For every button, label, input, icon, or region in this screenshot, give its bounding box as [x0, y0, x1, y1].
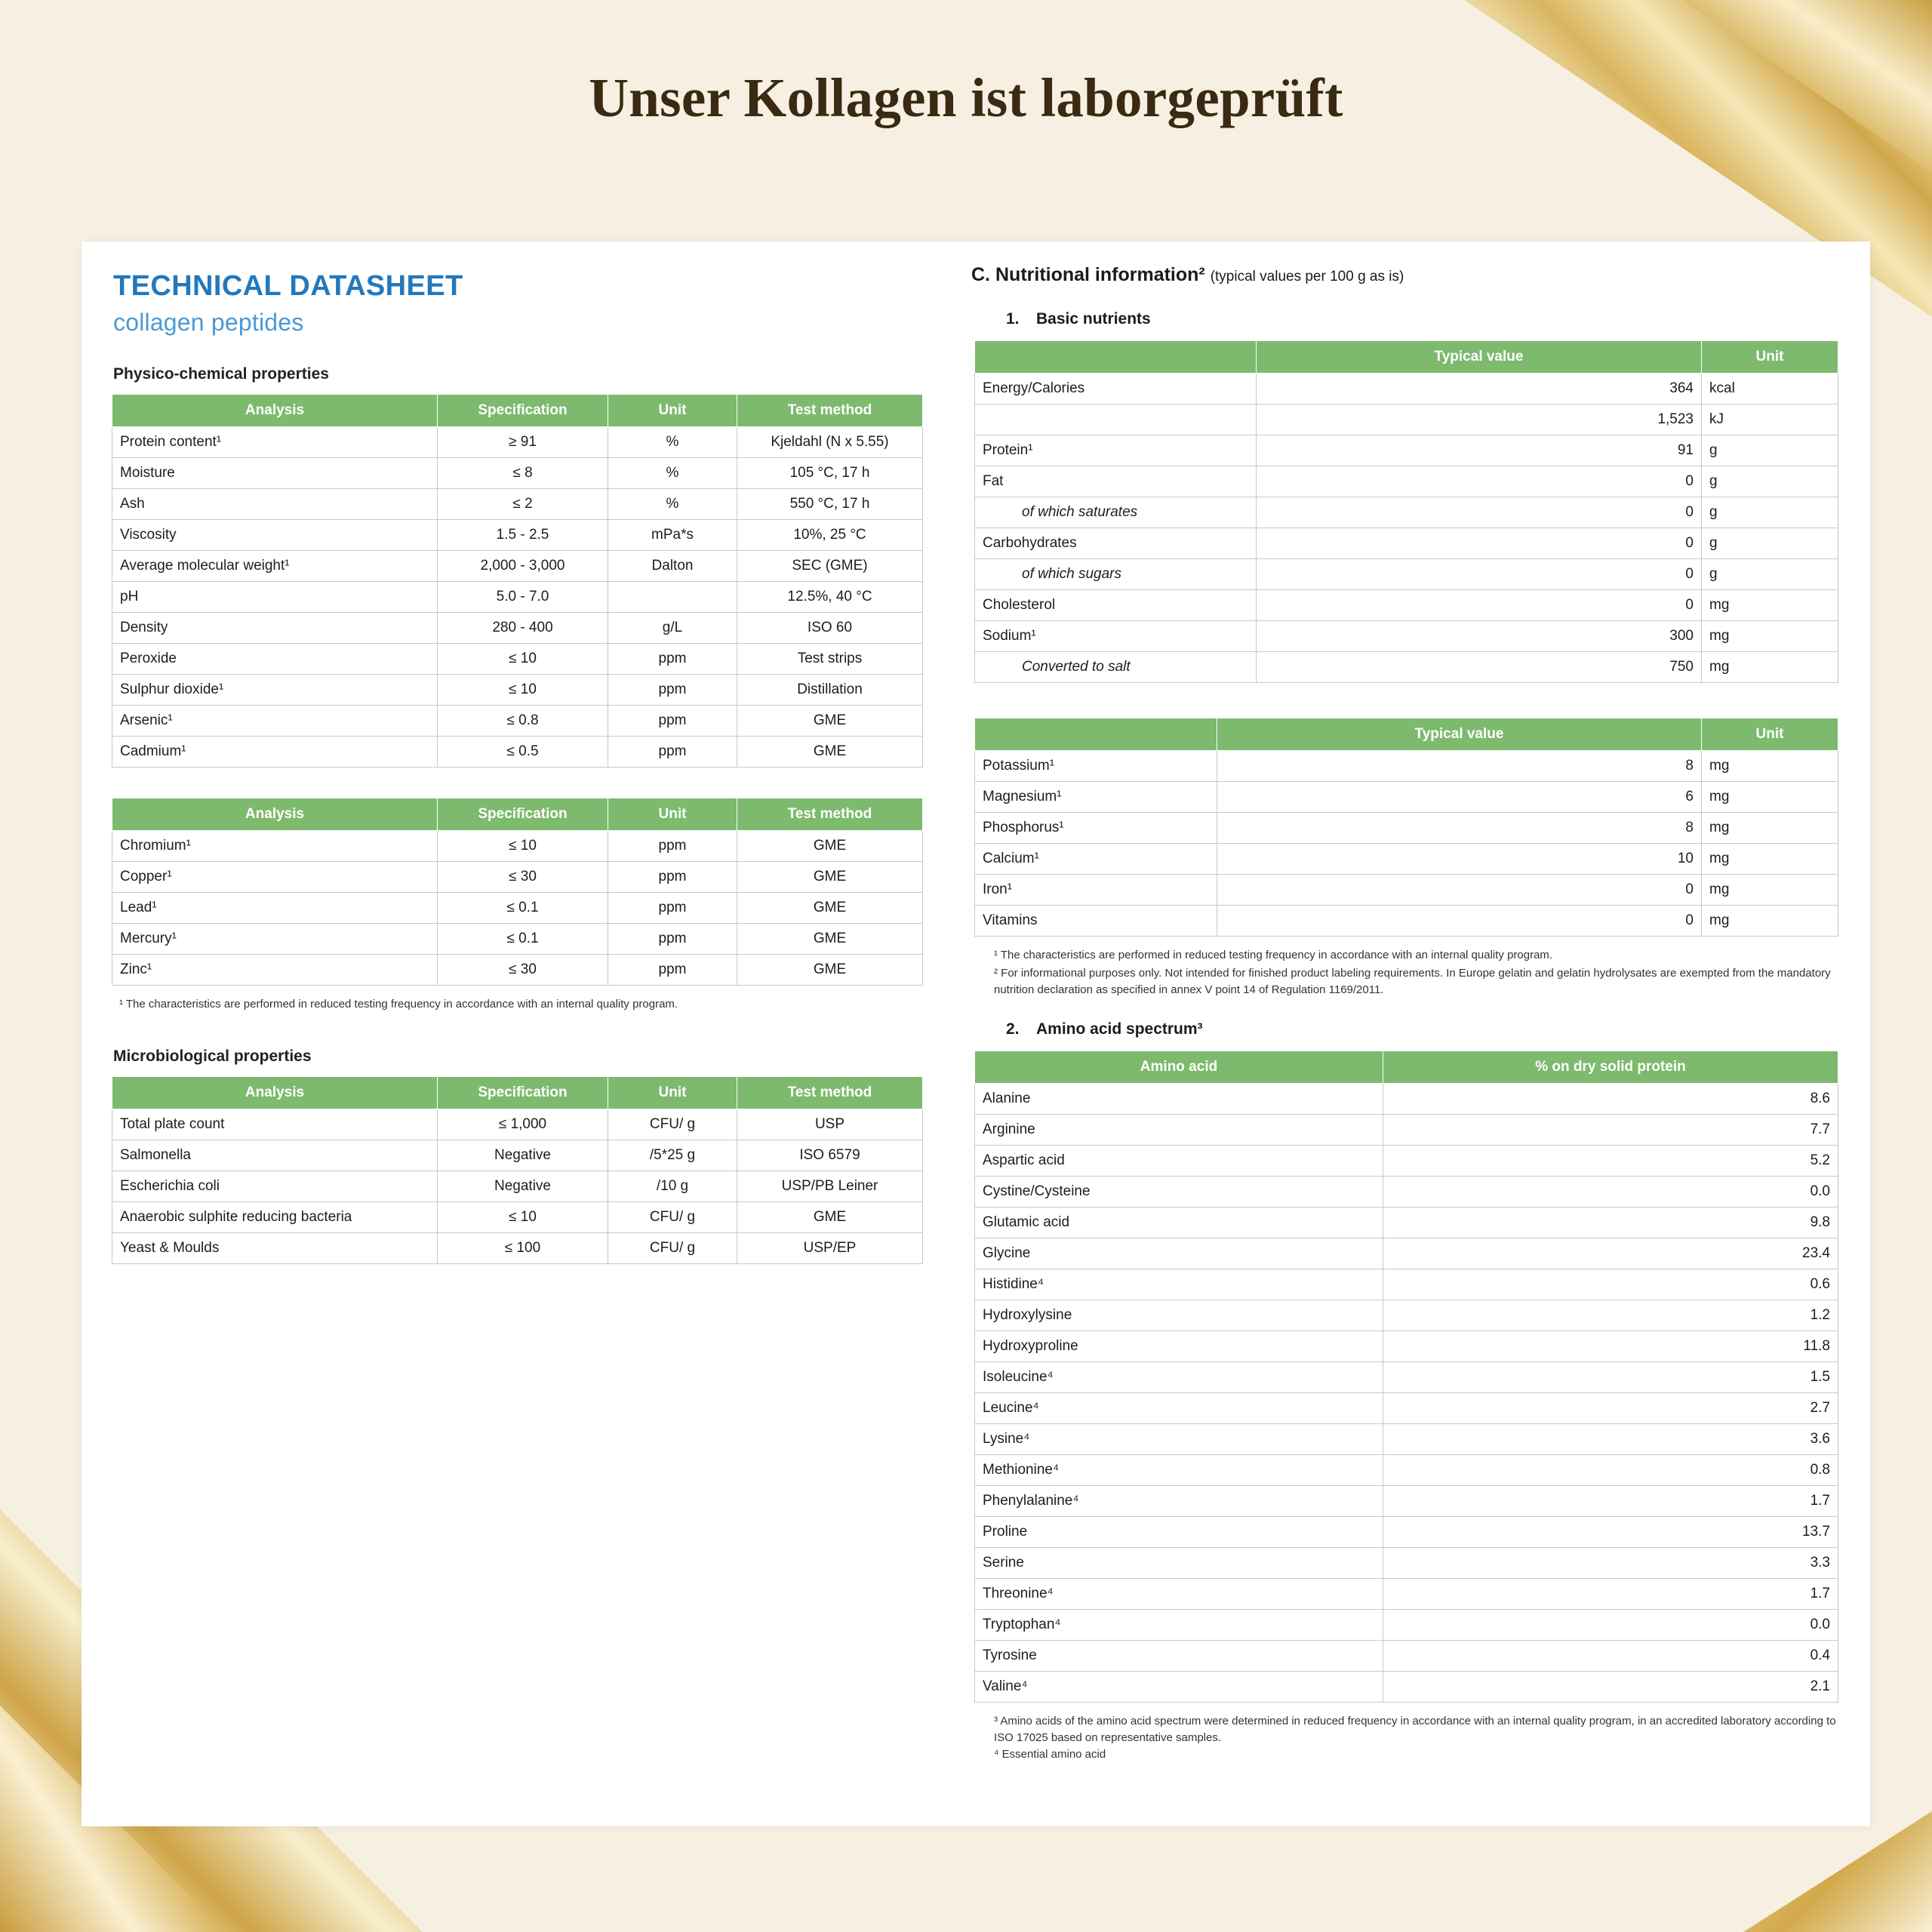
table-cell: mg — [1702, 813, 1838, 844]
table-cell: of which sugars — [975, 559, 1257, 590]
table-cell: ≤ 10 — [438, 831, 608, 862]
table-row — [112, 1232, 923, 1263]
table-cell: 6 — [1217, 782, 1702, 813]
column-header: Unit — [1702, 341, 1838, 374]
left-column — [82, 242, 953, 1826]
table-cell: ppm — [608, 706, 737, 737]
table-row — [975, 1084, 1838, 1115]
table-cell: mg — [1702, 906, 1838, 937]
table-cell: 1.7 — [1383, 1579, 1838, 1610]
table-cell: 0.4 — [1383, 1641, 1838, 1672]
table-cell: 0 — [1257, 528, 1702, 559]
table-cell: Kjeldahl (N x 5.55) — [737, 427, 923, 458]
table-row — [975, 1300, 1838, 1331]
table-row — [975, 1579, 1838, 1610]
table-cell: Density — [112, 613, 438, 644]
table-row — [112, 582, 923, 613]
table-cell: Test strips — [737, 644, 923, 675]
table-cell: mg — [1702, 590, 1838, 621]
table-cell: Zinc¹ — [112, 955, 438, 986]
table-row — [975, 1238, 1838, 1269]
table-cell: ppm — [608, 955, 737, 986]
micro-table — [112, 1076, 923, 1264]
table-cell: 10 — [1217, 844, 1702, 875]
table-row — [975, 405, 1838, 435]
table-cell: ≤ 1,000 — [438, 1109, 608, 1140]
column-header: Typical value — [1217, 718, 1702, 751]
table-row — [975, 621, 1838, 652]
table-row — [975, 374, 1838, 405]
table-row — [975, 435, 1838, 466]
table-cell: Anaerobic sulphite reducing bacteria — [112, 1201, 438, 1232]
table-cell: 105 °C, 17 h — [737, 458, 923, 489]
table-row — [975, 1269, 1838, 1300]
table-cell: Fat — [975, 466, 1257, 497]
table-row — [975, 1486, 1838, 1517]
column-header: Specification — [438, 798, 608, 831]
table-row — [975, 497, 1838, 528]
table-cell — [975, 405, 1257, 435]
table-cell: g — [1702, 497, 1838, 528]
table-cell: kJ — [1702, 405, 1838, 435]
amino-acid-heading — [1006, 1020, 1838, 1038]
table-cell: ppm — [608, 737, 737, 768]
table-row — [975, 1208, 1838, 1238]
table-row — [975, 1115, 1838, 1146]
table-cell: Viscosity — [112, 520, 438, 551]
table-cell: kcal — [1702, 374, 1838, 405]
table-cell: 280 - 400 — [438, 613, 608, 644]
table-cell: ≤ 10 — [438, 675, 608, 706]
section-note: (typical values per 100 g as is) — [1210, 269, 1404, 285]
column-header: Analysis — [112, 395, 438, 427]
table-row — [975, 559, 1838, 590]
table-cell: Converted to salt — [975, 652, 1257, 683]
table-cell: g — [1702, 466, 1838, 497]
table-row — [112, 955, 923, 986]
table-cell: 7.7 — [1383, 1115, 1838, 1146]
table-header-row — [112, 1076, 923, 1109]
datasheet-subtitle: collagen peptides — [113, 309, 304, 336]
table-header-row — [975, 718, 1838, 751]
table-cell: ≤ 10 — [438, 644, 608, 675]
table-cell: Ash — [112, 489, 438, 520]
table-cell: Proline — [975, 1517, 1383, 1548]
table-cell: Phosphorus¹ — [975, 813, 1217, 844]
column-header: Unit — [608, 1076, 737, 1109]
gold-corner-bottom-right — [1743, 1811, 1932, 1932]
section-title: Nutritional information² — [995, 264, 1205, 285]
table-row — [975, 782, 1838, 813]
table-row — [975, 1424, 1838, 1455]
table-cell: Yeast & Moulds — [112, 1232, 438, 1263]
table-cell: Salmonella — [112, 1140, 438, 1171]
table-cell: mg — [1702, 782, 1838, 813]
table-row — [975, 1641, 1838, 1672]
table-cell: Negative — [438, 1140, 608, 1171]
table-cell: 0 — [1257, 497, 1702, 528]
table-cell: Copper¹ — [112, 862, 438, 893]
datasheet-title: TECHNICAL DATASHEET — [113, 270, 463, 302]
column-header: Unit — [608, 395, 737, 427]
table-cell: GME — [737, 862, 923, 893]
metals-table — [112, 798, 923, 986]
table-cell: GME — [737, 706, 923, 737]
table-cell: Negative — [438, 1171, 608, 1201]
page-title: Unser Kollagen ist laborgeprüft — [589, 67, 1343, 128]
table-cell: Distillation — [737, 675, 923, 706]
subsection-number: 2. — [1006, 1020, 1020, 1038]
table-cell: ppm — [608, 675, 737, 706]
column-header: Analysis — [112, 798, 438, 831]
table-cell: g — [1702, 435, 1838, 466]
column-header: Analysis — [112, 1076, 438, 1109]
table-cell: Glycine — [975, 1238, 1383, 1269]
table-cell: 8 — [1217, 813, 1702, 844]
amino-footnote-4: ⁴ Essential amino acid — [994, 1747, 1106, 1761]
table-cell: Glutamic acid — [975, 1208, 1383, 1238]
table-cell: Isoleucine⁴ — [975, 1362, 1383, 1393]
table-cell: GME — [737, 924, 923, 955]
amino-acid-table — [974, 1051, 1838, 1703]
subsection-number: 1. — [1006, 310, 1020, 328]
table-row — [112, 427, 923, 458]
table-cell: ppm — [608, 644, 737, 675]
table-cell: Chromium¹ — [112, 831, 438, 862]
table-header-row — [975, 341, 1838, 374]
column-header: Test method — [737, 1076, 923, 1109]
table-cell: 550 °C, 17 h — [737, 489, 923, 520]
table-cell: ≤ 0.8 — [438, 706, 608, 737]
physico-heading: Physico-chemical properties — [113, 365, 329, 383]
table-cell: ≤ 30 — [438, 862, 608, 893]
table-cell: pH — [112, 582, 438, 613]
table-row — [975, 1517, 1838, 1548]
table-cell: 8 — [1217, 751, 1702, 782]
basic-nutrients-table — [974, 340, 1838, 683]
table-cell: Total plate count — [112, 1109, 438, 1140]
table-row — [975, 1548, 1838, 1579]
table-row — [112, 551, 923, 582]
column-header: Amino acid — [975, 1051, 1383, 1084]
micro-heading: Microbiological properties — [113, 1047, 312, 1065]
table-cell: 0.0 — [1383, 1177, 1838, 1208]
table-cell: Peroxide — [112, 644, 438, 675]
table-cell: Phenylalanine⁴ — [975, 1486, 1383, 1517]
table-row — [112, 613, 923, 644]
table-row — [975, 875, 1838, 906]
table-cell: mg — [1702, 751, 1838, 782]
table-cell: GME — [737, 955, 923, 986]
table-cell: 11.8 — [1383, 1331, 1838, 1362]
table-row — [975, 590, 1838, 621]
table-cell: Methionine⁴ — [975, 1455, 1383, 1486]
table-cell: Dalton — [608, 551, 737, 582]
table-cell: CFU/ g — [608, 1232, 737, 1263]
table-cell: CFU/ g — [608, 1109, 737, 1140]
physico-table — [112, 394, 923, 768]
table-cell — [608, 582, 737, 613]
table-row — [112, 893, 923, 924]
table-row — [112, 675, 923, 706]
table-cell: Alanine — [975, 1084, 1383, 1115]
table-cell: 5.2 — [1383, 1146, 1838, 1177]
column-header: Test method — [737, 798, 923, 831]
table-row — [975, 844, 1838, 875]
table-row — [112, 520, 923, 551]
table-cell: Potassium¹ — [975, 751, 1217, 782]
table-cell: ppm — [608, 924, 737, 955]
table-row — [975, 1455, 1838, 1486]
table-cell: USP — [737, 1109, 923, 1140]
table-cell: CFU/ g — [608, 1201, 737, 1232]
table-cell: 10%, 25 °C — [737, 520, 923, 551]
table-cell: Cystine/Cysteine — [975, 1177, 1383, 1208]
table-row — [975, 466, 1838, 497]
nutrition-footnote-1: ¹ The characteristics are performed in reduced testing frequency in accordance with an internal quality program. — [994, 949, 1553, 961]
right-column — [953, 242, 1870, 1826]
table-cell: ≤ 0.1 — [438, 924, 608, 955]
table-cell: of which saturates — [975, 497, 1257, 528]
table-cell: Average molecular weight¹ — [112, 551, 438, 582]
column-header: Specification — [438, 1076, 608, 1109]
table-row — [975, 751, 1838, 782]
table-cell: 0.0 — [1383, 1610, 1838, 1641]
table-row — [112, 737, 923, 768]
table-cell: Sulphur dioxide¹ — [112, 675, 438, 706]
table-cell: Histidine⁴ — [975, 1269, 1383, 1300]
table-cell: % — [608, 489, 737, 520]
table-cell: Mercury¹ — [112, 924, 438, 955]
table-cell: Magnesium¹ — [975, 782, 1217, 813]
table-cell: 0 — [1217, 875, 1702, 906]
table-cell: ppm — [608, 831, 737, 862]
table-row — [112, 644, 923, 675]
metals-footnote: ¹ The characteristics are performed in reduced testing frequency in accordance with an internal quality program. — [119, 998, 678, 1011]
table-row — [112, 862, 923, 893]
table-cell: SEC (GME) — [737, 551, 923, 582]
table-cell: Tyrosine — [975, 1641, 1383, 1672]
table-cell: 0.8 — [1383, 1455, 1838, 1486]
column-header: Specification — [438, 395, 608, 427]
table-cell: Serine — [975, 1548, 1383, 1579]
table-cell: ppm — [608, 893, 737, 924]
column-header: Test method — [737, 395, 923, 427]
table-cell: Protein content¹ — [112, 427, 438, 458]
table-cell: 1.5 - 2.5 — [438, 520, 608, 551]
table-cell: mg — [1702, 621, 1838, 652]
section-letter: C. — [971, 264, 990, 285]
table-cell: Hydroxylysine — [975, 1300, 1383, 1331]
table-row — [112, 706, 923, 737]
table-cell: 3.6 — [1383, 1424, 1838, 1455]
table-cell: 2.1 — [1383, 1672, 1838, 1703]
table-cell: 1.7 — [1383, 1486, 1838, 1517]
table-cell: USP/EP — [737, 1232, 923, 1263]
column-header: % on dry solid protein — [1383, 1051, 1838, 1084]
table-cell: g — [1702, 559, 1838, 590]
table-cell: ISO 60 — [737, 613, 923, 644]
table-row — [975, 1362, 1838, 1393]
table-row — [975, 1610, 1838, 1641]
subsection-title: Basic nutrients — [1036, 310, 1151, 328]
table-cell: Protein¹ — [975, 435, 1257, 466]
table-cell: 1.2 — [1383, 1300, 1838, 1331]
amino-footnote-3: ³ Amino acids of the amino acid spectrum were determined in reduced frequency in accordance with an internal quality program, in an accredited laboratory according to ISO 17025 based on representative samples. — [994, 1715, 1836, 1744]
table-cell: ≤ 2 — [438, 489, 608, 520]
table-cell: GME — [737, 1201, 923, 1232]
table-cell: Energy/Calories — [975, 374, 1257, 405]
table-cell: % — [608, 427, 737, 458]
table-cell: Escherichia coli — [112, 1171, 438, 1201]
nutrition-footnote-2: ² For informational purposes only. Not intended for finished product labeling requirements. In Europe gelatin and gelatin hydrolysates are exempted from the mandatory nutrition declaration as specified in annex V point 14 of Regulation 1169/2011. — [994, 966, 1831, 996]
table-cell: Sodium¹ — [975, 621, 1257, 652]
table-cell: 9.8 — [1383, 1208, 1838, 1238]
table-cell: 0 — [1217, 906, 1702, 937]
table-row — [112, 1201, 923, 1232]
column-header — [975, 341, 1257, 374]
table-cell: ≤ 8 — [438, 458, 608, 489]
table-cell: 750 — [1257, 652, 1702, 683]
basic-nutrients-heading — [1006, 310, 1838, 328]
table-row — [975, 1393, 1838, 1424]
table-cell: Cholesterol — [975, 590, 1257, 621]
table-row — [975, 906, 1838, 937]
table-header-row — [112, 395, 923, 427]
table-cell: 3.3 — [1383, 1548, 1838, 1579]
table-cell: 0 — [1257, 590, 1702, 621]
subsection-title: Amino acid spectrum³ — [1036, 1020, 1203, 1038]
table-cell: 300 — [1257, 621, 1702, 652]
table-cell: GME — [737, 893, 923, 924]
table-cell: Arsenic¹ — [112, 706, 438, 737]
table-row — [112, 458, 923, 489]
table-cell: 2.7 — [1383, 1393, 1838, 1424]
table-row — [112, 831, 923, 862]
table-cell: Lysine⁴ — [975, 1424, 1383, 1455]
table-cell: 0 — [1257, 559, 1702, 590]
table-row — [975, 1146, 1838, 1177]
table-cell: Arginine — [975, 1115, 1383, 1146]
table-cell: 13.7 — [1383, 1517, 1838, 1548]
table-cell: GME — [737, 737, 923, 768]
table-cell: g/L — [608, 613, 737, 644]
table-cell: mg — [1702, 652, 1838, 683]
table-row — [112, 489, 923, 520]
table-cell: mg — [1702, 875, 1838, 906]
table-cell: ≤ 100 — [438, 1232, 608, 1263]
table-cell: Tryptophan⁴ — [975, 1610, 1383, 1641]
table-cell: Vitamins — [975, 906, 1217, 937]
column-header: Typical value — [1257, 341, 1702, 374]
table-cell: % — [608, 458, 737, 489]
table-cell: Carbohydrates — [975, 528, 1257, 559]
column-header: Unit — [608, 798, 737, 831]
table-cell: /10 g — [608, 1171, 737, 1201]
table-cell: Hydroxyproline — [975, 1331, 1383, 1362]
table-cell: /5*25 g — [608, 1140, 737, 1171]
table-cell: Threonine⁴ — [975, 1579, 1383, 1610]
table-cell: mg — [1702, 844, 1838, 875]
table-cell: ≤ 30 — [438, 955, 608, 986]
table-cell: Calcium¹ — [975, 844, 1217, 875]
table-cell: ppm — [608, 862, 737, 893]
table-cell: USP/PB Leiner — [737, 1171, 923, 1201]
table-row — [975, 528, 1838, 559]
table-cell: 2,000 - 3,000 — [438, 551, 608, 582]
table-row — [112, 924, 923, 955]
table-cell: Leucine⁴ — [975, 1393, 1383, 1424]
table-cell: ISO 6579 — [737, 1140, 923, 1171]
table-row — [112, 1140, 923, 1171]
table-cell: 5.0 - 7.0 — [438, 582, 608, 613]
table-header-row — [112, 798, 923, 831]
table-cell: ≤ 0.1 — [438, 893, 608, 924]
table-cell: mPa*s — [608, 520, 737, 551]
table-cell: g — [1702, 528, 1838, 559]
datasheet-document — [82, 242, 1870, 1826]
table-row — [112, 1171, 923, 1201]
table-row — [975, 1672, 1838, 1703]
table-row — [975, 1177, 1838, 1208]
table-row — [975, 1331, 1838, 1362]
nutrition-section-heading — [971, 264, 1838, 286]
table-cell: Iron¹ — [975, 875, 1217, 906]
table-row — [975, 652, 1838, 683]
column-header — [975, 718, 1217, 751]
table-cell: 0.6 — [1383, 1269, 1838, 1300]
table-cell: Lead¹ — [112, 893, 438, 924]
table-cell: GME — [737, 831, 923, 862]
table-cell: 1,523 — [1257, 405, 1702, 435]
table-cell: ≤ 0.5 — [438, 737, 608, 768]
table-cell: Cadmium¹ — [112, 737, 438, 768]
table-cell: Valine⁴ — [975, 1672, 1383, 1703]
table-cell: ≥ 91 — [438, 427, 608, 458]
column-header: Unit — [1702, 718, 1838, 751]
table-cell: 23.4 — [1383, 1238, 1838, 1269]
table-cell: Moisture — [112, 458, 438, 489]
table-cell: 12.5%, 40 °C — [737, 582, 923, 613]
table-row — [975, 813, 1838, 844]
table-cell: 0 — [1257, 466, 1702, 497]
minerals-table — [974, 718, 1838, 937]
table-cell: ≤ 10 — [438, 1201, 608, 1232]
table-header-row — [975, 1051, 1838, 1084]
table-cell: 91 — [1257, 435, 1702, 466]
table-row — [112, 1109, 923, 1140]
table-cell: 364 — [1257, 374, 1702, 405]
table-cell: Aspartic acid — [975, 1146, 1383, 1177]
table-cell: 8.6 — [1383, 1084, 1838, 1115]
table-cell: 1.5 — [1383, 1362, 1838, 1393]
